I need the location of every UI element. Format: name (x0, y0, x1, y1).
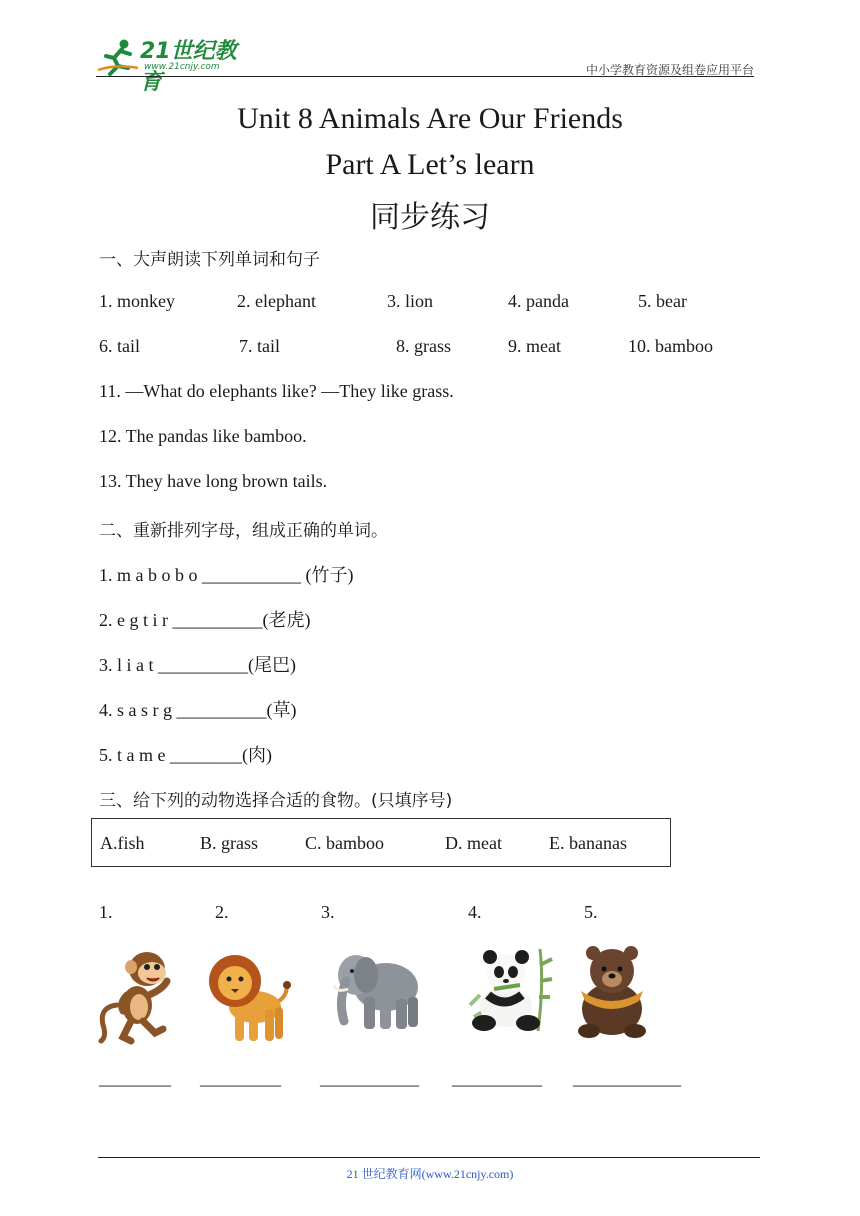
lion-icon (207, 945, 291, 1047)
word-item: 8. grass (396, 336, 451, 356)
word-item: 5. bear (638, 291, 687, 311)
section2-heading: 二、重新排列字母，组成正确的单词。 (99, 521, 388, 541)
word-item: 3. lion (387, 291, 434, 311)
footer-link[interactable]: 21 世纪教育网(www.21cnjy.com) (346, 1167, 514, 1181)
unscramble-item: 5. t a m e ________(肉) (99, 745, 272, 765)
section1-heading: 一、大声朗读下列单词和句子 (99, 250, 320, 270)
food-option: D. meat (445, 833, 502, 853)
elephant-icon (330, 945, 422, 1033)
answer-blank[interactable]: __________ (452, 1068, 542, 1088)
word-item: 7. tail (239, 336, 280, 356)
platform-name: 中小学教育资源及组卷应用平台 (585, 63, 754, 77)
animal-number: 5. (584, 902, 598, 922)
section3-heading: 三、给下列的动物选择合适的食物。(只填序号) (99, 791, 453, 811)
logo-text: 21世纪教育 (140, 39, 237, 95)
panda-icon (464, 945, 554, 1035)
animal-number: 2. (215, 902, 229, 922)
unscramble-item: 1. m a b o b o ___________ (竹子) (99, 565, 354, 585)
sentence-item: 13. They have long brown tails. (99, 471, 328, 491)
food-option: C. bamboo (305, 833, 384, 853)
food-option: E. bananas (549, 833, 627, 853)
word-item: 4. panda (508, 291, 569, 311)
animal-number: 3. (321, 902, 335, 922)
logo-url: www.21cnjy.com (144, 62, 220, 72)
food-option: A.fish (100, 833, 145, 853)
unscramble-item: 3. l i a t __________(尾巴) (99, 655, 296, 675)
monkey-icon (97, 945, 179, 1047)
word-item: 1. monkey (99, 291, 175, 311)
word-item: 10. bamboo (628, 336, 713, 356)
answer-blank[interactable]: _________ (200, 1068, 281, 1088)
title-unit: Unit 8 Animals Are Our Friends (237, 102, 623, 135)
header-divider (96, 76, 754, 77)
animal-number: 4. (468, 902, 482, 922)
unscramble-item: 2. e g t i r __________(老虎) (99, 610, 311, 630)
bear-icon (573, 945, 651, 1039)
animal-number: 1. (99, 902, 113, 922)
food-option: B. grass (200, 833, 258, 853)
sentence-item: 12. The pandas like bamboo. (99, 426, 307, 446)
answer-blank[interactable]: ____________ (573, 1068, 681, 1088)
unscramble-item: 4. s a s r g __________(草) (99, 700, 297, 720)
word-item: 9. meat (508, 336, 561, 356)
answer-blank[interactable]: ___________ (320, 1068, 419, 1088)
runner-logo-icon (96, 38, 140, 76)
sentence-item: 11. —What do elephants like? —They like grass. (99, 381, 454, 401)
site-logo (96, 36, 256, 95)
word-item: 2. elephant (237, 291, 316, 311)
title-practice: 同步练习 (370, 200, 490, 235)
footer-divider (98, 1157, 760, 1158)
title-part: Part A Let’s learn (325, 148, 535, 181)
word-item: 6. tail (99, 336, 140, 356)
answer-blank[interactable]: ________ (99, 1068, 171, 1088)
